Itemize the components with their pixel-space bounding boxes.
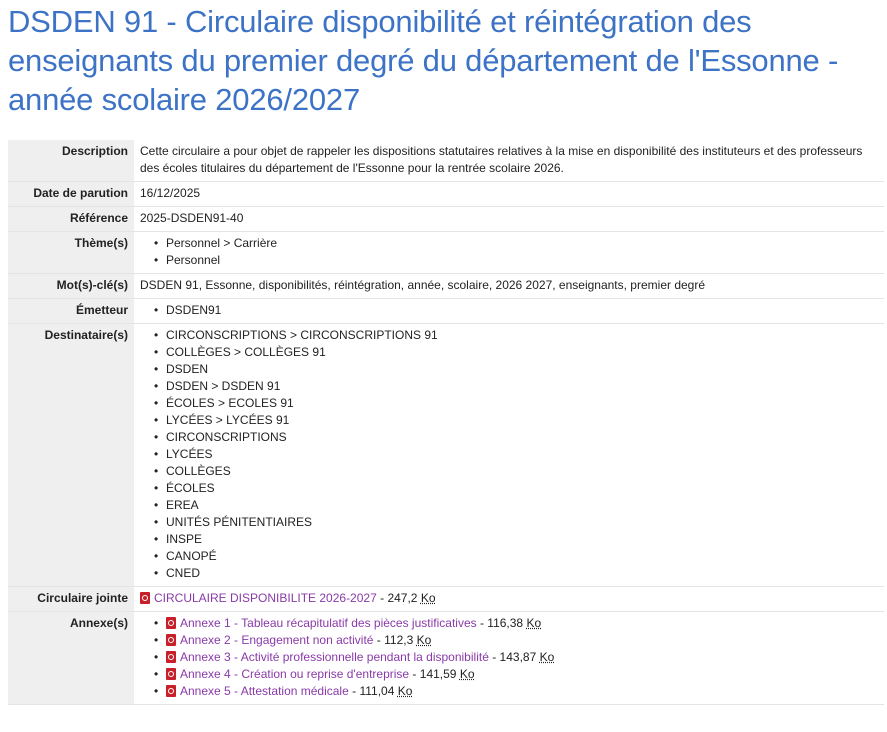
size-separator: - bbox=[376, 591, 388, 605]
size-separator: - bbox=[348, 684, 360, 698]
description-label: Description bbox=[8, 140, 134, 182]
file-size-value: 112,3 bbox=[384, 633, 414, 647]
file-size bbox=[487, 616, 541, 630]
row-destinataires bbox=[8, 324, 884, 587]
size-separator: - bbox=[409, 667, 420, 681]
theme-list bbox=[140, 235, 880, 269]
size-separator: - bbox=[476, 616, 488, 630]
pdf-file-icon bbox=[166, 651, 176, 663]
row-emetteur bbox=[8, 299, 884, 324]
annexe-link[interactable]: Annexe 5 - Attestation médicale bbox=[180, 684, 349, 698]
date-label: Date de parution bbox=[8, 182, 134, 207]
destinataires-list bbox=[140, 327, 880, 582]
file-size-unit: Ko bbox=[397, 684, 413, 698]
keywords-label: Mot(s)-clé(s) bbox=[8, 274, 134, 299]
metadata-table bbox=[8, 140, 884, 705]
list-item: • CIRCONSCRIPTIONS bbox=[166, 429, 880, 446]
row-description bbox=[8, 140, 884, 182]
row-keywords bbox=[8, 274, 884, 299]
row-circulaire bbox=[8, 587, 884, 612]
list-item bbox=[166, 683, 880, 700]
file-size-unit: Ko bbox=[526, 616, 542, 630]
description-value: Cette circulaire a pour objet de rappeler les dispositions statutaires relatives à la mise en disponibilité des instituteurs et des professeurs des écoles titulaires du département de l'Essonne pour la rentrée scolaire 2026. bbox=[134, 140, 884, 182]
file-size bbox=[359, 684, 412, 698]
pdf-file-icon bbox=[166, 617, 176, 629]
list-item: • CIRCONSCRIPTIONS > CIRCONSCRIPTIONS 91 bbox=[166, 327, 880, 344]
list-item: • ÉCOLES bbox=[166, 480, 880, 497]
file-size-unit: Ko bbox=[459, 667, 475, 681]
list-item: • COLLÈGES > COLLÈGES 91 bbox=[166, 344, 880, 361]
theme-label: Thème(s) bbox=[8, 232, 134, 274]
size-separator: - bbox=[373, 633, 385, 647]
row-theme bbox=[8, 232, 884, 274]
file-size-unit: Ko bbox=[420, 591, 436, 605]
file-size-value: 143,87 bbox=[499, 650, 537, 664]
file-size-unit: Ko bbox=[539, 650, 555, 664]
list-item bbox=[166, 649, 880, 666]
file-size-value: 247,2 bbox=[387, 591, 418, 605]
list-item: • COLLÈGES bbox=[166, 463, 880, 480]
file-size bbox=[500, 650, 555, 664]
annexe-link[interactable]: Annexe 3 - Activité professionnelle pendant la disponibilité bbox=[180, 650, 489, 664]
list-item: • LYCÉES bbox=[166, 446, 880, 463]
annexe-link[interactable]: Annexe 4 - Création ou reprise d'entreprise bbox=[180, 667, 410, 681]
list-item bbox=[166, 632, 880, 649]
list-item bbox=[166, 615, 880, 632]
pdf-file-icon bbox=[166, 634, 176, 646]
destinataires-label: Destinataire(s) bbox=[8, 324, 134, 587]
list-item: • LYCÉES > LYCÉES 91 bbox=[166, 412, 880, 429]
row-annexes bbox=[8, 612, 884, 705]
list-item: • ÉCOLES > ECOLES 91 bbox=[166, 395, 880, 412]
reference-value: 2025-DSDEN91-40 bbox=[134, 207, 884, 232]
annexe-link[interactable]: Annexe 2 - Engagement non activité bbox=[180, 633, 374, 647]
list-item bbox=[166, 666, 880, 683]
file-size-value: 116,38 bbox=[487, 616, 524, 630]
reference-label: Référence bbox=[8, 207, 134, 232]
size-separator: - bbox=[488, 650, 500, 664]
list-item: • DSDEN bbox=[166, 361, 880, 378]
list-item: • DSDEN > DSDEN 91 bbox=[166, 378, 880, 395]
file-size bbox=[387, 591, 435, 605]
list-item: • INSPE bbox=[166, 531, 880, 548]
emetteur-list bbox=[140, 302, 880, 319]
list-item: • UNITÉS PÉNITENTIAIRES bbox=[166, 514, 880, 531]
file-size-value: 141,59 bbox=[419, 667, 457, 681]
pdf-file-icon bbox=[166, 685, 176, 697]
annexes-list bbox=[140, 615, 880, 700]
file-size-value: 111,04 bbox=[359, 684, 395, 698]
date-value: 16/12/2025 bbox=[134, 182, 884, 207]
row-date bbox=[8, 182, 884, 207]
keywords-value: DSDEN 91, Essonne, disponibilités, réintégration, année, scolaire, 2026 2027, enseignants, premier degré bbox=[134, 274, 884, 299]
annexes-label: Annexe(s) bbox=[8, 612, 134, 705]
file-size-unit: Ko bbox=[416, 633, 432, 647]
list-item: • Personnel bbox=[166, 252, 880, 269]
page-title: DSDEN 91 - Circulaire disponibilité et réintégration des enseignants du premier degré du département de l'Essonne - année scolaire 2026/2027 bbox=[8, 4, 839, 117]
pdf-file-icon bbox=[140, 592, 150, 604]
row-reference bbox=[8, 207, 884, 232]
list-item: • Personnel > Carrière bbox=[166, 235, 880, 252]
file-size bbox=[384, 633, 431, 647]
circulaire-label: Circulaire jointe bbox=[8, 587, 134, 612]
list-item: • CNED bbox=[166, 565, 880, 582]
emetteur-label: Émetteur bbox=[8, 299, 134, 324]
file-size bbox=[420, 667, 475, 681]
circulaire-link[interactable]: CIRCULAIRE DISPONIBILITE 2026-2027 bbox=[154, 591, 377, 605]
list-item: • CANOPÉ bbox=[166, 548, 880, 565]
pdf-file-icon bbox=[166, 668, 176, 680]
annexe-link[interactable]: Annexe 1 - Tableau récapitulatif des pièces justificatives bbox=[180, 616, 477, 630]
list-item: • DSDEN91 bbox=[166, 302, 880, 319]
list-item: • EREA bbox=[166, 497, 880, 514]
